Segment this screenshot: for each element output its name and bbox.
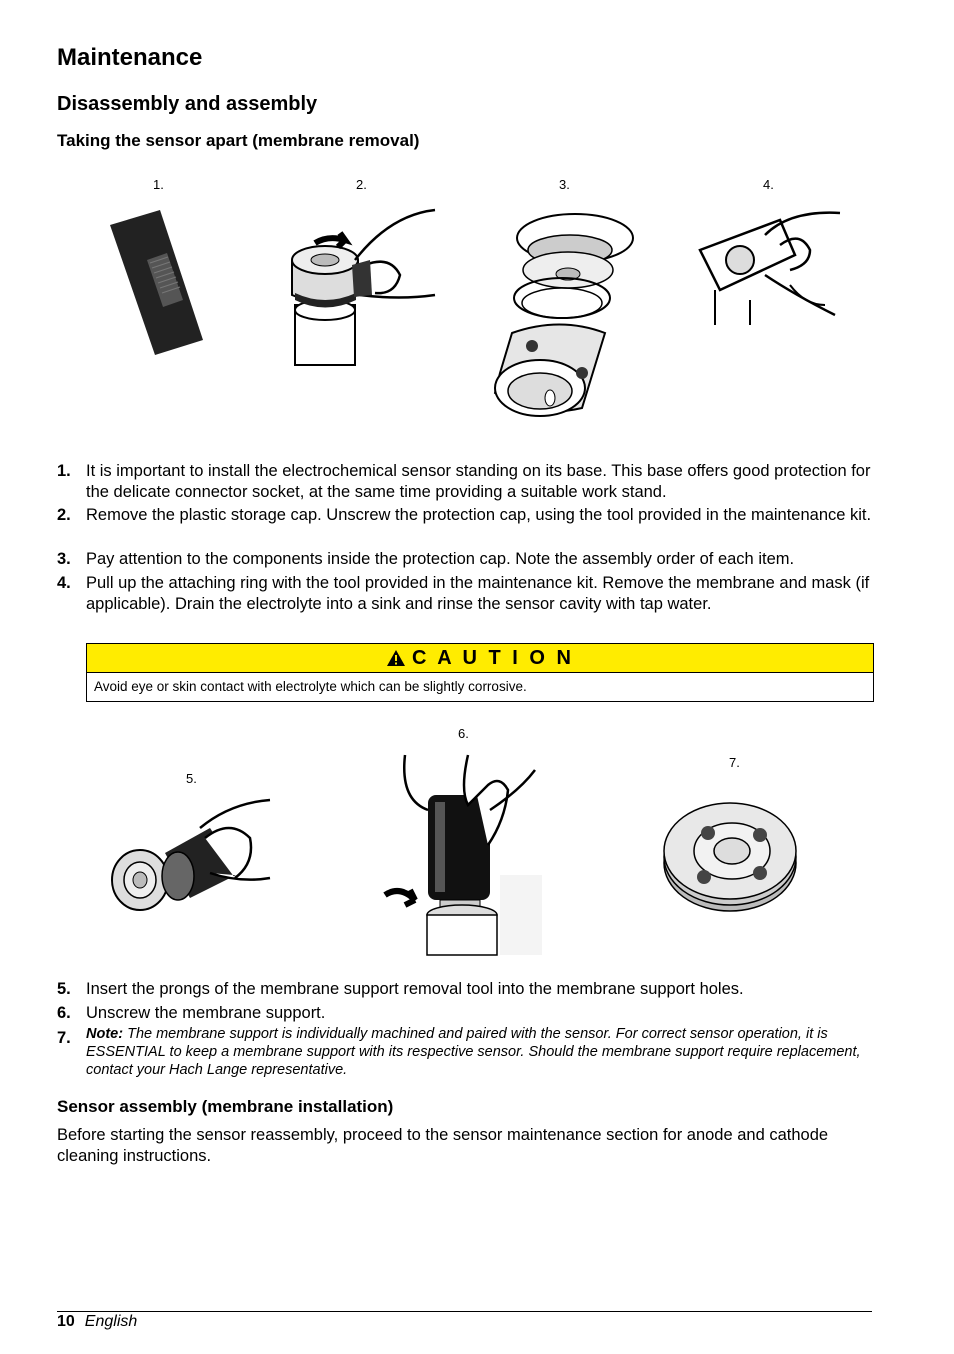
note-label: Note: xyxy=(86,1026,124,1042)
step-text: Insert the prongs of the membrane support removal tool into the membrane support holes. xyxy=(86,980,744,998)
step-2 xyxy=(57,505,877,526)
figure-4-pull-ring-illustration xyxy=(695,205,845,330)
caution-text: Avoid eye or skin contact with electrolyte which can be slightly corrosive. xyxy=(94,679,527,694)
step-1 xyxy=(57,461,877,502)
note-text: The membrane support is individually machined and paired with the sensor. For correct sensor operation, it is ESSENTIAL to keep a membrane support with its respective sensor. Should the membrane support require replacement, contact your Hach Lange representative. xyxy=(86,1026,861,1078)
step-number: 2. xyxy=(57,506,71,524)
footer-divider xyxy=(57,1311,872,1312)
figure-label-5: 5. xyxy=(186,771,197,786)
subheading-membrane-removal: Taking the sensor apart (membrane removal) xyxy=(57,131,420,150)
figure-5-insert-prongs-illustration xyxy=(110,798,275,916)
subheading-membrane-installation: Sensor assembly (membrane installation) xyxy=(57,1097,394,1116)
step-text: It is important to install the electrochemical sensor standing on its base. This base offers good protection for the delicate connector socket, at the same time providing a suitable work stand. xyxy=(86,462,871,501)
figure-1-sensor-base-illustration xyxy=(105,205,215,360)
step-5 xyxy=(57,979,877,1000)
reassembly-paragraph: Before starting the sensor reassembly, proceed to the sensor maintenance section for anode and cathode cleaning instructions. xyxy=(57,1126,829,1165)
step-number: 7. xyxy=(57,1029,71,1047)
step-number: 1. xyxy=(57,462,71,480)
figure-label-2: 2. xyxy=(356,177,367,192)
section-heading: Disassembly and assembly xyxy=(57,93,318,115)
figure-2-unscrew-cap-illustration xyxy=(280,205,440,370)
figure-label-3: 3. xyxy=(559,177,570,192)
caution-header xyxy=(87,644,873,673)
step-number: 3. xyxy=(57,550,71,568)
warning-triangle-icon xyxy=(386,649,406,667)
step-text: Unscrew the membrane support. xyxy=(86,1004,326,1022)
figure-label-6: 6. xyxy=(458,726,469,741)
step-3 xyxy=(57,549,877,570)
step-7 xyxy=(57,1025,877,1079)
caution-title: C A U T I O N xyxy=(412,646,574,669)
footer-language: English xyxy=(84,1313,138,1330)
page-number: 10 xyxy=(57,1313,75,1330)
page-title: Maintenance xyxy=(57,44,203,71)
step-text: Remove the plastic storage cap. Unscrew the protection cap, using the tool provided in the maintenance kit. xyxy=(86,506,872,524)
step-4 xyxy=(57,573,877,614)
caution-box xyxy=(86,643,874,702)
figure-6-unscrew-support-illustration xyxy=(380,750,545,960)
figure-label-7: 7. xyxy=(729,755,740,770)
step-text: Pull up the attaching ring with the tool provided in the maintenance kit. Remove the membrane and mask (if applicable). Drain the electrolyte into a sink and rinse the sensor cavity with tap water. xyxy=(86,574,870,613)
figure-7-membrane-support-illustration xyxy=(660,785,805,915)
figure-label-1: 1. xyxy=(153,177,164,192)
step-number: 4. xyxy=(57,574,71,592)
step-6 xyxy=(57,1003,877,1024)
step-7-note xyxy=(86,1025,877,1079)
step-text: Pay attention to the components inside the protection cap. Note the assembly order of each item. xyxy=(86,550,795,568)
figure-label-4: 4. xyxy=(763,177,774,192)
page-footer xyxy=(57,1313,137,1331)
step-number: 5. xyxy=(57,980,71,998)
step-number: 6. xyxy=(57,1004,71,1022)
figure-3-cap-components-illustration xyxy=(490,208,640,420)
